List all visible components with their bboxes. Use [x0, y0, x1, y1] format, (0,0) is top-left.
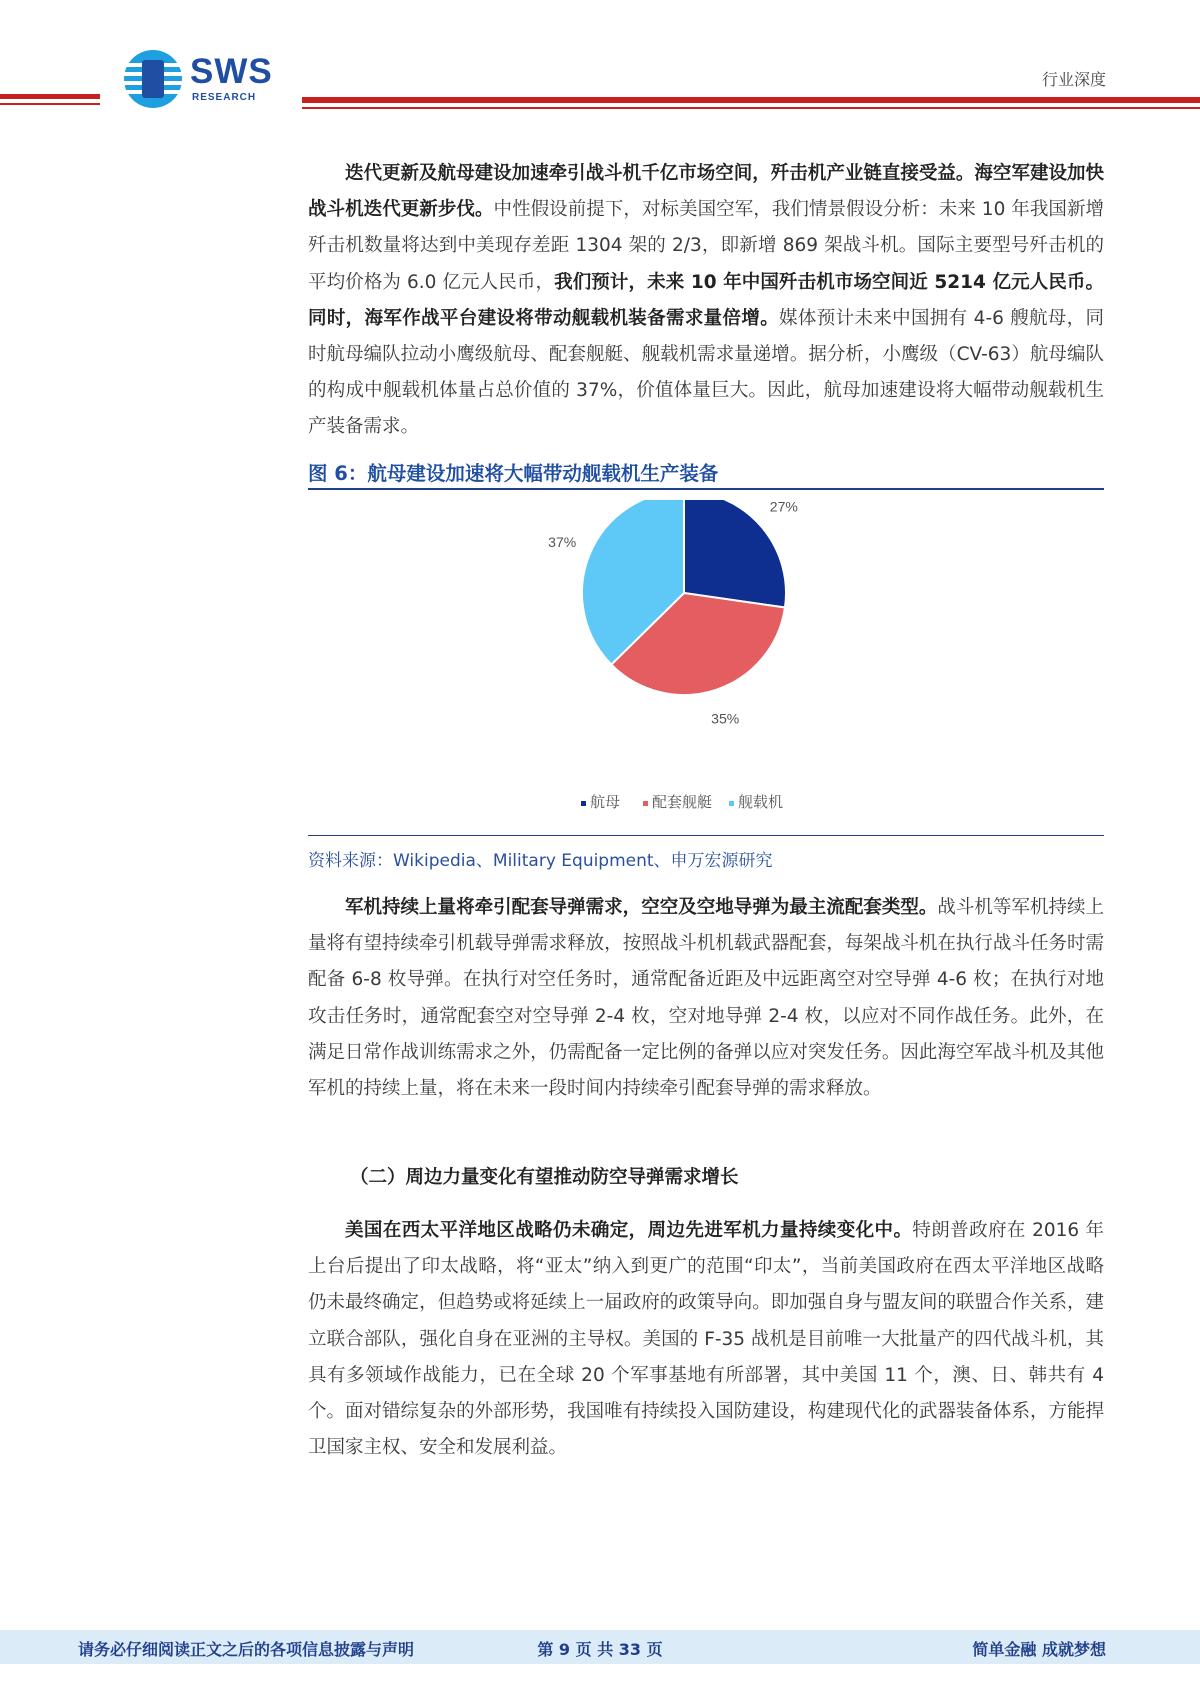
header-rule [0, 103, 100, 105]
page-footer [0, 1630, 1200, 1664]
header-rule [302, 107, 1200, 109]
legend-label: 配套舰艇 [652, 793, 713, 811]
pie-chart-svg [450, 500, 970, 830]
paragraph-run: 媒体预计未来中国拥有 4-6 艘航母，同时航母编队拉动小鹰级航母、配套舰艇、舰载机需求量递增。据分析，小鹰级（CV-63）航母编队的构成中舰载机体量占总价值的 37%，价值体量巨大。因此，航母加速建设将大幅带动舰载机生产装备需求。 [308, 307, 1104, 438]
paragraph-run: 战斗机等军机持续上量将有望持续牵引机载导弹需求释放，按照战斗机机载武器配套，每架战斗机在执行战斗任务时需配备 6-8 枚导弹。在执行对空任务时，通常配备近距及中远距离空对空导弹 4-6 枚；在执行对地攻击任务时，通常配套空对空导弹 2-4 枚，空对地导弹 2-4 枚，以应对不同作战任务。此外，在满足日常作战训练需求之外，仍需配备一定比例的备弹以应对突发任务。因此海空军战斗机及其他军机的持续上量，将在未来一段时间内持续牵引配套导弹的需求释放。 [308, 897, 1104, 1100]
legend-swatch [581, 801, 586, 806]
legend-swatch [643, 801, 648, 806]
pie-data-label: 27% [769, 500, 798, 515]
header-rule [302, 97, 1200, 103]
paragraph-1 [308, 156, 1104, 446]
legend-label: 航母 [590, 793, 621, 811]
logo-word: SWS [190, 52, 273, 91]
paragraph-run: 美国在西太平洋地区战略仍未确定，周边先进军机力量持续变化中。 [345, 1220, 913, 1241]
footer-disclaimer: 请务必仔细阅读正文之后的各项信息披露与声明 [78, 1640, 415, 1659]
header-rule [0, 94, 100, 99]
paragraph-run: 军机持续上量将牵引配套导弹需求，空空及空地导弹为最主流配套类型。 [345, 897, 938, 918]
page-number: 第 9 页 共 33 页 [537, 1640, 663, 1659]
body-section-1 [308, 156, 1104, 446]
paragraph-run: 中性假设前提下，对标美国空军，我们情景假设分析：未来 10 年我国新增歼击机数量将达到中美现存差距 1304 架的 2/3，即新增 869 架战斗机。国际主要型号歼击机的平均价格为 6.0 亿元人民币， [308, 199, 1104, 293]
legend-swatch [729, 801, 734, 806]
body-section-2 [308, 890, 1104, 1107]
figure-title: 图 6：航母建设加速将大幅带动舰载机生产装备 [308, 458, 1104, 490]
paragraph-run: 迭代更新及航母建设加速牵引战斗机千亿市场空间，歼击机产业链直接受益。海空军建设加快战斗机迭代更新步伐。 [308, 163, 1104, 221]
paragraph-run: 特朗普政府在 2016 年上台后提出了印太战略，将“亚太”纳入到更广的范围“印太”，当前美国政府在西太平洋地区战略仍未最终确定，但趋势或将延续上一届政府的政策导向。即加强自身与盟友间的联盟合作关系，建立联合部队，强化自身在亚洲的主导权。美国的 F-35 战机是目前唯一大批量产的四代战斗机，其具有多领域作战能力，已在全球 20 个军事基地有所部署，其中美国 11 个，澳、日、韩共有 4 个。面对错综复杂的外部形势，我国唯有持续投入国防建设，构建现代化的武器装备体系，方能捍卫国家主权、安全和发展利益。 [308, 1220, 1104, 1459]
section-heading: （二）周边力量变化有望推动防空导弹需求增长 [350, 1167, 739, 1188]
pie-slice-1 [684, 500, 786, 608]
pie-chart [450, 500, 970, 830]
figure-source: 资料来源：Wikipedia、Military Equipment、申万宏源研究 [308, 851, 773, 871]
body-section-3 [308, 1213, 1104, 1466]
paragraph-2 [308, 890, 1104, 1107]
logo-subtitle: RESEARCH [192, 92, 257, 103]
paragraph-3 [308, 1213, 1104, 1466]
paragraph-run: 我们预计，未来 10 年中国歼击机市场空间近 5214 亿元人民币。同时，海军作战平台建设将带动舰载机装备需求量倍增。 [308, 271, 1105, 329]
footer-slogan: 简单金融 成就梦想 [972, 1640, 1106, 1659]
sws-logo [122, 48, 302, 110]
pie-data-label: 35% [711, 710, 740, 727]
pie-data-label: 37% [548, 534, 577, 550]
page-header [0, 0, 1200, 120]
report-category: 行业深度 [1041, 70, 1106, 89]
sws-logo-icon [122, 48, 184, 110]
legend-label: 舰载机 [738, 793, 784, 811]
figure-bottom-rule [308, 835, 1104, 836]
